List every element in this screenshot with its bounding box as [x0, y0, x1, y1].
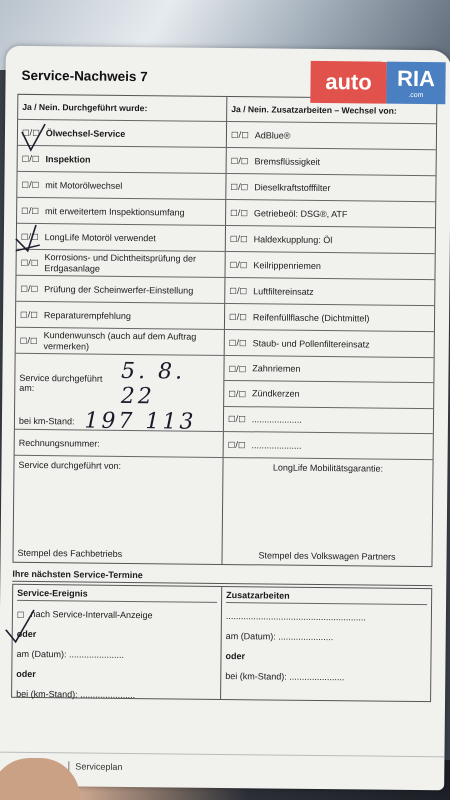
row-label-right: Reifenfüllflasche (Dichtmittel): [252, 311, 370, 324]
checkbox-icon[interactable]: □/□: [230, 182, 249, 192]
row-label-left: mit erweitertem Inspektionsumfang: [44, 205, 185, 218]
row-label-left: Ölwechsel-Service: [45, 127, 126, 139]
dotted-line: ....................: [251, 414, 302, 425]
extra-work-header: Zusatzarbeiten: [226, 590, 427, 605]
service-by-label: Service durchgeführt von:: [18, 459, 122, 471]
row-label-left: Korrosions- und Dichtheitsprüfung der Erdgasanlage: [44, 252, 197, 274]
handwritten-date: 5. 8. 22: [120, 358, 186, 410]
guarantee-label: LongLife Mobilitätsgarantie:: [272, 462, 384, 474]
handwritten-km: 197 113: [84, 408, 197, 435]
watermark-brand-left: auto: [310, 61, 386, 104]
dotted-line: ......................: [289, 671, 345, 683]
checkbox-icon[interactable]: □/□: [230, 208, 249, 218]
row-label-right: Zahnriemen: [252, 363, 301, 374]
date-label: am (Datum):: [16, 648, 67, 660]
event-header: Service-Ereignis: [17, 588, 217, 603]
km-label: bei km-Stand:: [18, 415, 75, 426]
header-left: Ja / Nein. Durchgeführt wurde:: [18, 95, 227, 121]
row-label-left: Reparaturempfehlung: [43, 309, 131, 321]
invoice-label: Rechnungsnummer:: [15, 430, 224, 457]
checkbox-icon[interactable]: □/□: [228, 363, 247, 373]
checkbox-icon[interactable]: □/□: [20, 283, 39, 294]
service-date-block: [15, 354, 434, 434]
checkbox-icon[interactable]: □/□: [21, 127, 40, 138]
service-table: [12, 94, 437, 567]
checkbox-icon[interactable]: □/□: [229, 260, 248, 270]
interval-label: nach Service-Intervall-Anzeige: [30, 608, 153, 621]
row-label-left: LongLife Motoröl verwendet: [44, 231, 156, 243]
oder-label: oder: [16, 628, 37, 640]
date-label: am (Datum):: [225, 631, 276, 642]
row-label-left: Inspektion: [45, 153, 91, 165]
checkbox-icon[interactable]: □/□: [229, 234, 248, 244]
row-label-right: Keilrippenriemen: [253, 259, 322, 271]
row-label-left: Kundenwunsch (auch auf dem Auftrag vermerken): [43, 330, 197, 352]
dotted-line: ......................: [68, 649, 125, 660]
checkbox-icon[interactable]: □/□: [20, 257, 39, 268]
checkbox-icon[interactable]: □/□: [228, 338, 247, 348]
checkbox-icon[interactable]: □/□: [229, 286, 248, 296]
service-book-page: [0, 46, 450, 791]
stamp-left-label: Stempel des Fachbetriebs: [17, 547, 123, 559]
checkbox-icon[interactable]: □/□: [228, 389, 247, 399]
dotted-line: ........................................................: [225, 611, 367, 623]
oder-label: oder: [16, 668, 36, 680]
checkbox-icon[interactable]: □: [16, 609, 25, 619]
watermark-logo: [310, 61, 445, 104]
section-label: Serviceplan: [68, 761, 122, 772]
checkbox-icon[interactable]: □/□: [227, 440, 246, 450]
row-label-right: AdBlue®: [254, 129, 291, 141]
watermark-brand-right: RIA .com: [386, 62, 445, 105]
row-label-right: Luftfiltereinsatz: [253, 285, 314, 297]
row-label-right: Zündkerzen: [252, 388, 300, 400]
dotted-line: ......................: [80, 689, 136, 701]
checkbox-icon[interactable]: □/□: [230, 130, 249, 140]
row-label-right: Haldexkupplung: Öl: [253, 233, 333, 245]
row-label-right: Bremsflüssigkeit: [254, 155, 321, 167]
checkbox-icon[interactable]: □/□: [21, 205, 40, 216]
header-right: Ja / Nein. Zusatzarbeiten – Wechsel von:: [231, 104, 397, 116]
checkbox-icon[interactable]: □/□: [19, 335, 38, 346]
next-service-right: [221, 587, 431, 701]
stamp-right-label: Stempel des Volkswagen Partners: [258, 550, 396, 562]
page-title: Service-Nachweis 7: [21, 67, 148, 85]
dotted-line: ......................: [278, 631, 334, 643]
checkbox-icon[interactable]: □/□: [230, 156, 249, 166]
next-service-table: [11, 584, 432, 702]
next-service-left: [12, 585, 222, 699]
pen-checkmark-icon: [4, 606, 38, 646]
next-service-title: Ihre nächsten Service-Termine: [12, 569, 432, 586]
service-date-label: Service durchgeführt am:: [19, 372, 103, 394]
checkbox-icon[interactable]: □/□: [229, 312, 247, 322]
row-label-right: Dieselkraftstofffilter: [254, 181, 331, 193]
checkbox-icon[interactable]: □/□: [227, 414, 246, 424]
row-label-left: mit Motorölwechsel: [45, 179, 123, 191]
checkbox-icon[interactable]: □/□: [21, 153, 40, 164]
checkbox-icon[interactable]: □/□: [21, 179, 40, 190]
row-label-right: Staub- und Pollenfiltereinsatz: [252, 337, 370, 350]
row-label-left: Prüfung der Scheinwerfer-Einstellung: [44, 283, 194, 296]
km-label: bei (km-Stand):: [16, 688, 78, 700]
checkbox-icon[interactable]: □/□: [20, 309, 38, 320]
oder-label: oder: [225, 651, 246, 662]
dotted-line: ....................: [251, 439, 302, 451]
stamp-row: [13, 456, 432, 566]
pen-checkmark-icon: [14, 221, 44, 261]
km-label: bei (km-Stand):: [225, 671, 287, 682]
pen-checkmark-icon: [19, 122, 49, 162]
row-label-right: Getriebeöl: DSG®, ATF: [253, 207, 348, 219]
checkbox-icon[interactable]: □/□: [20, 231, 39, 242]
